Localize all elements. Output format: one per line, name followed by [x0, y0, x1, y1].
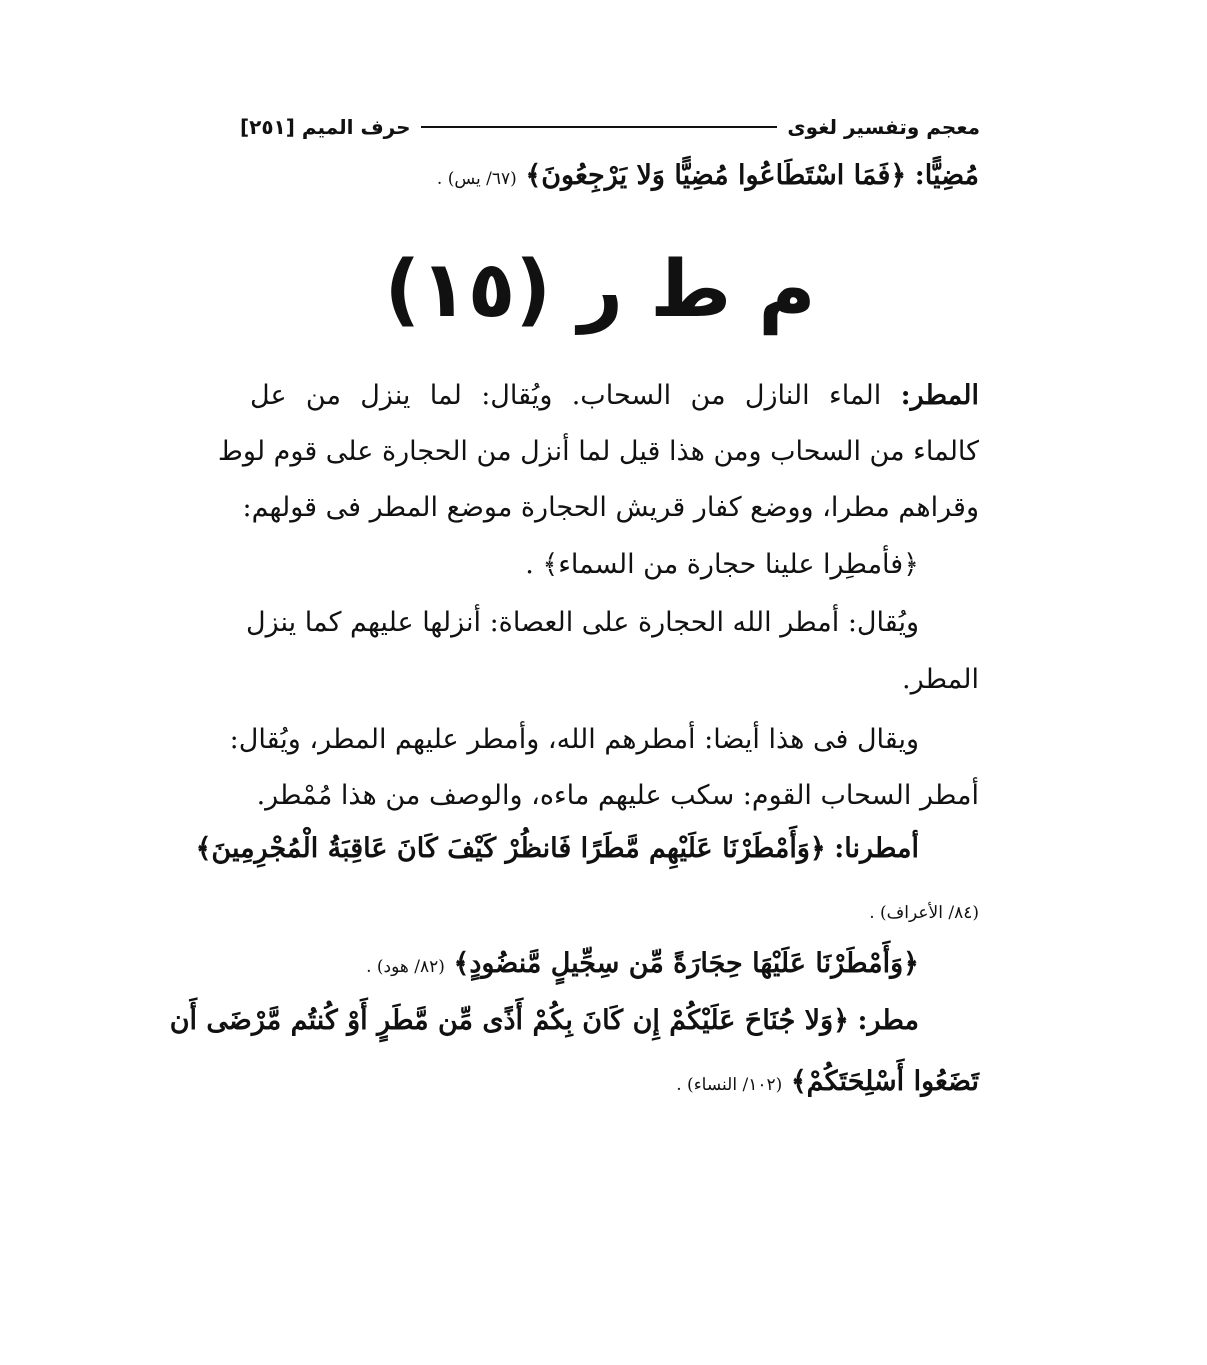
- top-verse-ref: (٦٧/ يس) .: [436, 169, 517, 189]
- amtarna-quote: ﴿وَأَمْطَرْنَا عَلَيْهِم مَّطَرًا فَانظُرْ كَيْفَ كَانَ عَاقِبَةُ الْمُجْرِمِينَ﴾: [195, 833, 826, 864]
- paragraph2-line-1: ويُقال: أمطر الله الحجارة على العصاة: أنزلها عليهم كما ينزل: [245, 607, 919, 638]
- section-page-number: حرف الميم [٢٥١]: [240, 115, 411, 139]
- definition-line-1: [250, 376, 979, 416]
- top-verse-lead: مُضِيًّا:: [914, 160, 979, 191]
- header-rule: [421, 126, 778, 128]
- paragraph3-line-2: أمطر السحاب القوم: سكب عليهم ماءه، والوصف من هذا مُمْطر.: [256, 780, 979, 811]
- top-verse-quote: ﴿فَمَا اسْتَطَاعُوا مُضِيًّا وَلا يَرْجِعُونَ﴾: [525, 160, 907, 191]
- hud-quote: ﴿وَأَمْطَرْنَا عَلَيْهَا حِجَارَةً مِّن سِجِّيلٍ مَّنضُودٍ﴾: [453, 948, 919, 979]
- matar-line-1: [169, 1001, 919, 1041]
- definition-line-3: وقراهم مطرا، ووضع كفار قريش الحجارة موضع المطر فى قولهم:: [242, 492, 979, 523]
- definition-line-2: كالماء من السحاب ومن هذا قيل لما أنزل من الحجارة على قوم لوط: [217, 436, 979, 467]
- hud-verse-line: [366, 944, 919, 987]
- entry-title: م ط ر (١٥): [384, 245, 816, 335]
- matar-line-2: [676, 1062, 979, 1105]
- amtarna-ref: (٨٤/ الأعراف) .: [869, 903, 979, 923]
- amtarna-line: [196, 829, 919, 869]
- top-verse-line: [437, 156, 979, 199]
- paragraph3-line-1: ويقال فى هذا أيضا: أمطرهم الله، وأمطر عليهم المطر، ويُقال:: [229, 724, 919, 755]
- matar-quote-2: تَضَعُوا أَسْلِحَتَكُمْ﴾: [790, 1066, 979, 1097]
- hud-ref: (٨٢/ هود) .: [366, 957, 445, 977]
- running-header: [240, 110, 980, 144]
- paragraph2-line-2: المطر.: [902, 664, 979, 695]
- matar-quote-1: ﴿وَلا جُنَاحَ عَلَيْكُمْ إِن كَانَ بِكُمْ أَذًى مِّن مَّطَرٍ أَوْ كُنتُم مَّرْضَى أَن: [169, 1005, 849, 1036]
- matar-term: مطر:: [857, 1005, 919, 1036]
- definition-quote: ﴿فأمطِرا علينا حجارة من السماء﴾ .: [525, 549, 919, 580]
- book-title: معجم وتفسير لغوى: [787, 115, 980, 139]
- definition-term: المطر:: [900, 380, 979, 411]
- amtarna-term: أمطرنا:: [834, 833, 919, 864]
- amtarna-ref-line: [869, 890, 979, 933]
- definition-text-1: الماء النازل من السحاب. ويُقال: لما ينزل من عل: [250, 380, 882, 411]
- matar-ref: (١٠٢/ النساء) .: [676, 1075, 783, 1095]
